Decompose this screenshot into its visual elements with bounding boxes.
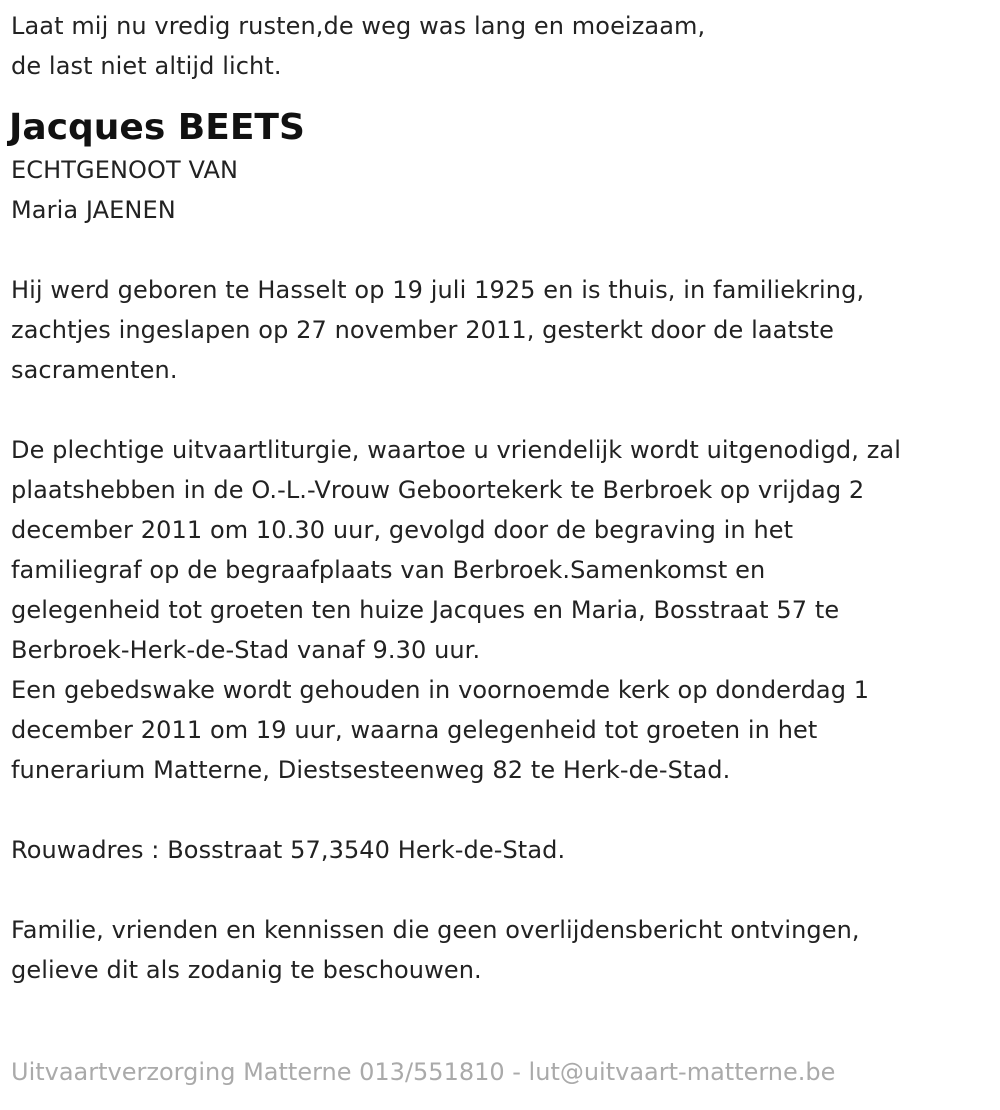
quote-line: Laat mij nu vredig rusten,de weg was lang en moeizaam,	[11, 12, 706, 40]
paragraph-line: Een gebedswake wordt gehouden in voornoemde kerk op donderdag 1	[11, 676, 870, 704]
paragraph-line: De plechtige uitvaartliturgie, waartoe u vriendelijk wordt uitgenodigd, zal	[11, 436, 901, 464]
relation-label: ECHTGENOOT VAN	[11, 156, 239, 184]
mourning-address: Rouwadres : Bosstraat 57,3540 Herk-de-Stad.	[11, 836, 566, 864]
funeral-home-footer: Uitvaartverzorging Matterne 013/551810 - lut@uitvaart-matterne.be	[11, 1058, 836, 1086]
paragraph-line: gelieve dit als zodanig te beschouwen.	[11, 956, 482, 984]
spacer	[11, 230, 996, 270]
paragraph-line: funerarium Matterne, Diestsesteenweg 82 te Herk-de-Stad.	[11, 756, 731, 784]
deceased-name: Jacques BEETS	[9, 107, 305, 148]
paragraph-line: Familie, vrienden en kennissen die geen overlijdensbericht ontvingen,	[11, 916, 860, 944]
paragraph-line: familiegraf op de begraafplaats van Berbroek.Samenkomst en	[11, 556, 766, 584]
notice-paragraph	[11, 910, 996, 990]
quote-block	[11, 6, 996, 86]
paragraph-line: Hij werd geboren te Hasselt op 19 juli 1925 en is thuis, in familiekring,	[11, 276, 865, 304]
paragraph-line: sacramenten.	[11, 356, 178, 384]
quote-line: de last niet altijd licht.	[11, 52, 282, 80]
obituary-document	[11, 0, 996, 990]
paragraph-line: december 2011 om 19 uur, waarna gelegenheid tot groeten in het	[11, 716, 818, 744]
paragraph-line: december 2011 om 10.30 uur, gevolgd door de begraving in het	[11, 516, 794, 544]
paragraph-line: gelegenheid tot groeten ten huize Jacques en Maria, Bosstraat 57 te	[11, 596, 840, 624]
paragraph-line: plaatshebben in de O.-L.-Vrouw Geboortekerk te Berbroek op vrijdag 2	[11, 476, 865, 504]
birth-paragraph	[11, 270, 996, 390]
paragraph-line: Berbroek-Herk-de-Stad vanaf 9.30 uur.	[11, 636, 481, 664]
spacer	[11, 390, 996, 430]
spouse-name: Maria JAENEN	[11, 196, 176, 224]
spacer	[11, 790, 996, 830]
paragraph-line: zachtjes ingeslapen op 27 november 2011, gesterkt door de laatste	[11, 316, 834, 344]
spacer	[11, 870, 996, 910]
funeral-paragraph	[11, 430, 996, 790]
